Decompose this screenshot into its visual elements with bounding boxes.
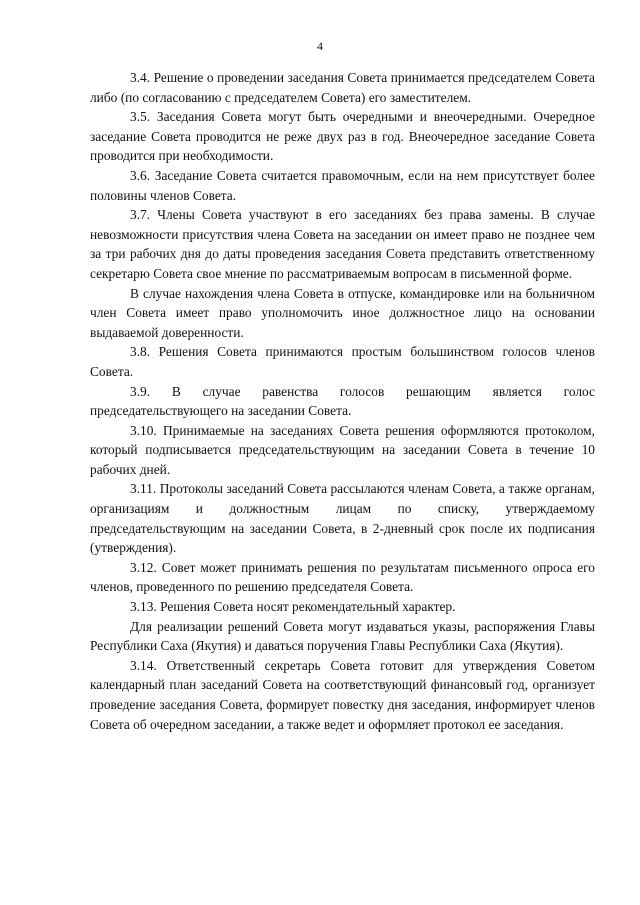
paragraph-3-9: 3.9. В случае равенства голосов решающим является голос председательствующего на заседании Совета. [90,383,595,419]
paragraph-3-7: 3.7. Члены Совета участвуют в его заседаниях без права замены. В случае невозможности присутствия члена Совета на заседании он имеет право не позднее чем за три рабочих дня до даты проведения заседания Совета представить ответственному секретарю Совета свое мнение по рассматриваемым вопросам в письменной форме. [90,207,595,281]
paragraph-3-13-continued: Для реализации решений Совета могут издаваться указы, распоряжения Главы Республики Саха (Якутия) и даваться поручения Главы Республики Саха (Якутия). [90,618,595,654]
paragraph-3-11: 3.11. Протоколы заседаний Совета рассылаются членам Совета, а также органам, организациям и должностным лицам по списку, утверждаемому председательствующим на заседании Совета, в 2-дневный срок после их подписания (утверждения). [90,481,595,556]
paragraph-3-10: 3.10. Принимаемые на заседаниях Совета решения оформляются протоколом, который подписывается председательствующим на заседании Совета в течение 10 рабочих дней. [90,422,595,477]
page-number: 4 [317,39,323,53]
paragraph-3-4: 3.4. Решение о проведении заседания Совета принимается председателем Совета либо (по согласованию с председателем Совета) его заместителем. [90,70,595,105]
paragraph-3-13: 3.13. Решения Совета носят рекомендательный характер. [130,599,456,615]
paragraph-3-14: 3.14. Ответственный секретарь Совета готовит для утверждения Советом календарный план заседаний Совета на соответствующий финансовый год, организует проведение заседания Совета, формирует повестку дня заседания, информирует членов Совета об очередном заседании, а также ведет и оформляет протокол ее заседания. [90,657,595,732]
paragraph-3-12: 3.12. Совет может принимать решения по результатам письменного опроса его членов, проведенного по решению председателя Совета. [90,559,595,595]
document-body [90,68,595,734]
paragraph-3-7-continued: В случае нахождения члена Совета в отпуске, командировке или на больничном член Совета имеет право уполномочить иное должностное лицо на основании выдаваемой доверенности. [90,285,595,340]
paragraph-3-8: 3.8. Решения Совета принимаются простым большинством голосов членов Совета. [90,344,595,379]
paragraph-3-6: 3.6. Заседание Совета считается правомочным, если на нем присутствует более половины членов Совета. [90,167,595,203]
paragraph-3-5: 3.5. Заседания Совета могут быть очередными и внеочередными. Очередное заседание Совета проводится не реже двух раз в год. Внеочередное заседание Совета проводится при необходимости. [90,109,595,164]
